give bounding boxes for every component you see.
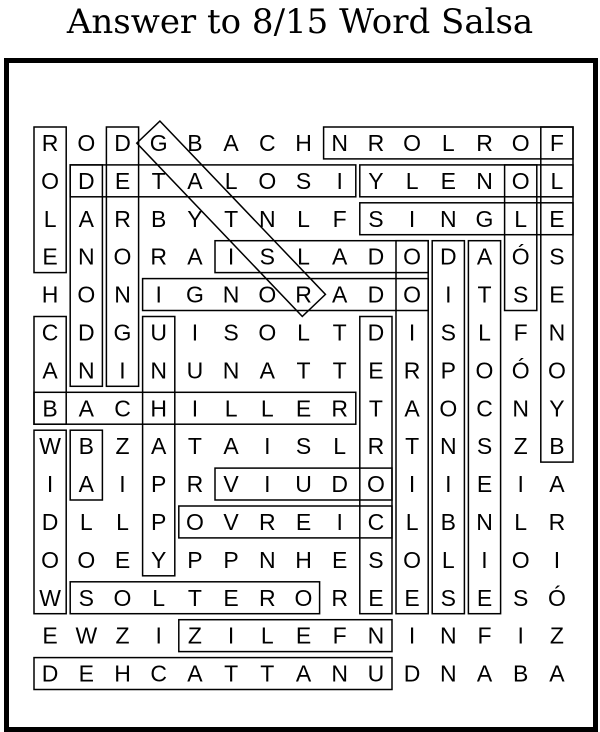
grid-letter: P (151, 471, 167, 498)
grid-letter: L (152, 584, 166, 611)
grid-letter: D (77, 167, 95, 194)
grid-letter: I (264, 471, 271, 498)
grid-letter: B (549, 433, 565, 460)
grid-letter: I (481, 546, 488, 573)
grid-letter: A (78, 471, 94, 498)
grid-letter: R (114, 205, 131, 232)
grid-letter: I (517, 622, 524, 649)
grid-letter: I (227, 243, 235, 270)
grid-letter: A (78, 395, 94, 422)
grid-letter: U (186, 357, 204, 384)
grid-letter: Y (187, 205, 203, 232)
grid-letter: I (119, 357, 126, 384)
grid-letter: U (150, 319, 168, 346)
grid-letter: R (331, 584, 349, 611)
grid-letter: P (223, 546, 239, 573)
grid-letter: I (227, 622, 235, 649)
grid-letter: U (367, 660, 385, 687)
grid-letter: L (224, 395, 238, 422)
grid-letter: D (41, 508, 59, 535)
grid-letter: D (439, 243, 457, 270)
grid-letter: S (259, 243, 275, 270)
grid-letter: O (113, 243, 132, 270)
grid-letter: D (41, 660, 59, 687)
grid-letter: L (514, 205, 528, 232)
grid-letter: B (187, 129, 203, 156)
grid-letter: T (332, 319, 347, 346)
grid-letter: N (114, 281, 131, 308)
word-highlight-danno (70, 165, 102, 386)
grid-letter: S (295, 167, 312, 194)
grid-letter: D (367, 319, 385, 346)
grid-letter: B (42, 395, 58, 422)
grid-letter: A (78, 205, 94, 232)
grid-letter: P (440, 357, 456, 384)
grid-letter: H (295, 129, 312, 156)
grid-letter: L (297, 319, 310, 346)
grid-letter: W (39, 433, 61, 460)
grid-letter: I (336, 508, 343, 535)
grid-letter: S (513, 584, 529, 611)
grid-letter: T (368, 395, 383, 422)
grid-letter: D (114, 129, 131, 156)
grid-letter: G (475, 205, 494, 232)
grid-letter: S (368, 546, 384, 573)
grid-letter: E (78, 660, 94, 687)
grid-letter: O (113, 584, 132, 611)
grid-letter: O (258, 319, 277, 346)
grid-letter: T (405, 433, 420, 460)
grid-letter: N (222, 281, 240, 308)
grid-letter: O (77, 546, 96, 573)
grid-letter: T (477, 281, 492, 308)
grid-letter: N (439, 205, 457, 232)
grid-letter: R (367, 129, 385, 156)
grid-letter: I (155, 281, 162, 308)
grid-letter: B (440, 508, 456, 535)
grid-letter: A (295, 660, 312, 687)
grid-letter: P (151, 508, 167, 535)
grid-letter: R (331, 395, 349, 422)
grid-letter: R (258, 584, 276, 611)
grid-letter: O (77, 129, 96, 156)
grid-letter: S (368, 205, 384, 232)
grid-letter: T (260, 660, 275, 687)
grid-letter: R (295, 281, 312, 308)
grid-letter: L (514, 508, 528, 535)
grid-letter: L (116, 508, 129, 535)
grid-letter: O (403, 281, 422, 308)
grid-letter: L (405, 508, 419, 535)
grid-letter: V (223, 471, 239, 498)
grid-letter: I (445, 471, 452, 498)
grid-letter: I (191, 395, 199, 422)
grid-letter: L (550, 167, 564, 194)
grid-letter: O (511, 129, 530, 156)
grid-letter: D (367, 281, 385, 308)
grid-letter: I (119, 471, 126, 498)
grid-letter: Z (115, 433, 130, 460)
grid-letter: E (549, 205, 565, 232)
grid-letter: T (187, 584, 202, 611)
grid-letter: O (294, 584, 313, 611)
grid-letter: F (513, 319, 528, 346)
grid-letter: C (150, 660, 168, 687)
grid-letter: N (476, 508, 493, 535)
grid-letter: O (403, 129, 422, 156)
grid-letter: L (441, 546, 455, 573)
grid-letter: T (224, 660, 239, 687)
grid-letter: V (223, 508, 239, 535)
grid-letter: L (260, 622, 274, 649)
grid-letter: T (187, 433, 202, 460)
grid-letter: O (403, 243, 422, 270)
word-highlight-zilefn (179, 620, 392, 652)
grid-letter: A (332, 243, 348, 270)
grid-letter: T (224, 205, 239, 232)
grid-letter: L (260, 395, 274, 422)
grid-letter: C (41, 319, 59, 346)
grid-letter: L (43, 205, 57, 232)
grid-letter: N (439, 433, 457, 460)
grid-letter: L (441, 129, 455, 156)
grid-letter: E (42, 243, 58, 270)
grid-letter: S (440, 584, 456, 611)
grid-letter: O (547, 357, 566, 384)
grid-letter: L (224, 167, 238, 194)
grid-letter: E (476, 471, 493, 498)
grid-letter: A (549, 660, 565, 687)
grid-letter: N (548, 319, 566, 346)
grid-letter: Ó (511, 243, 530, 270)
grid-letter: S (78, 584, 94, 611)
grid-letter: A (332, 281, 348, 308)
grid-letter: N (512, 395, 530, 422)
grid-letter: L (333, 433, 347, 460)
grid-letter: E (549, 281, 565, 308)
grid-letter: C (258, 129, 276, 156)
grid-letter: R (258, 508, 276, 535)
grid-letter: A (187, 167, 203, 194)
grid-letter: Z (115, 622, 130, 649)
grid-letter: F (332, 622, 347, 649)
grid-letter: E (114, 167, 131, 194)
grid-letter: N (77, 243, 95, 270)
grid-letter: N (331, 660, 349, 687)
grid-letter: A (549, 471, 565, 498)
grid-letter: U (295, 471, 312, 498)
grid-letter: N (331, 129, 349, 156)
grid-letter: O (41, 546, 60, 573)
grid-letter: O (403, 546, 422, 573)
grid-letter: H (114, 660, 131, 687)
grid-letter: I (408, 205, 416, 232)
grid-letter: T (296, 357, 311, 384)
grid-letter: E (42, 622, 58, 649)
grid-letter: C (476, 395, 493, 422)
grid-letter: L (405, 167, 419, 194)
grid-letter: N (476, 167, 493, 194)
grid-letter: R (41, 129, 59, 156)
puzzle-title: Answer to 8/15 Word Salsa (66, 2, 534, 42)
grid-letter: I (191, 319, 199, 346)
grid-letter: C (367, 508, 385, 535)
grid-letter: E (368, 584, 384, 611)
grid-letter: A (151, 433, 167, 460)
grid-letter: R (476, 129, 493, 156)
grid-letter: P (187, 546, 203, 573)
grid-letter: A (223, 433, 239, 460)
grid-letter: I (46, 471, 54, 498)
grid-letter: R (367, 433, 385, 460)
grid-letter: E (295, 395, 312, 422)
grid-letter: N (222, 357, 240, 384)
grid-letter: E (223, 584, 239, 611)
grid-letter: S (223, 319, 239, 346)
grid-letter: R (403, 357, 421, 384)
grid-letter: G (149, 129, 168, 156)
grid-letter: L (79, 508, 93, 535)
grid-letter: L (478, 319, 491, 346)
grid-letter: R (548, 508, 566, 535)
grid-letter: Ó (511, 357, 530, 384)
grid-letter: A (404, 395, 420, 422)
grid-letter: R (150, 243, 168, 270)
grid-letter: N (258, 546, 276, 573)
grid-letter: O (185, 508, 204, 535)
grid-letter: A (187, 243, 203, 270)
grid-letter: T (151, 167, 166, 194)
grid-letter: H (150, 395, 168, 422)
grid-letter: E (295, 508, 312, 535)
grid-letter: D (331, 471, 349, 498)
grid-letter: R (186, 471, 204, 498)
grid-letter: A (259, 357, 275, 384)
grid-letter: T (332, 357, 347, 384)
grid-letter: A (223, 129, 239, 156)
grid-letter: I (445, 281, 452, 308)
grid-letter: A (476, 243, 493, 270)
grid-letter: S (513, 281, 529, 308)
grid-letter: E (476, 584, 493, 611)
grid-letter: Y (549, 395, 565, 422)
grid-letter: C (114, 395, 131, 422)
grid-letter: O (77, 281, 96, 308)
grid-letter: F (332, 205, 347, 232)
grid-letter: Z (187, 622, 202, 649)
grid-letter: B (151, 205, 167, 232)
grid-letter: W (39, 584, 61, 611)
grid-letter: O (511, 546, 530, 573)
grid-letter: O (258, 281, 277, 308)
grid-letter: N (150, 357, 168, 384)
grid-letter: Z (549, 622, 564, 649)
grid-letter: N (77, 357, 95, 384)
grid-letter: B (513, 660, 529, 687)
grid-letter: N (439, 622, 457, 649)
grid-letter: I (408, 319, 416, 346)
grid-letter: D (403, 660, 421, 687)
grid-letter: D (77, 319, 95, 346)
grid-letter: N (439, 660, 457, 687)
grid-letter: E (295, 622, 312, 649)
grid-letter: G (185, 281, 204, 308)
grid-letter: E (114, 546, 131, 573)
grid-letter: O (475, 357, 494, 384)
grid-letter: A (187, 660, 203, 687)
word-highlight-etalosi (70, 165, 356, 197)
grid-letter: O (366, 471, 385, 498)
grid-letter: I (408, 471, 416, 498)
grid-letter: N (367, 622, 385, 649)
grid-letter: Y (151, 546, 167, 573)
grid-letter: S (549, 243, 565, 270)
grid-letter: A (476, 660, 493, 687)
grid-letter: E (332, 546, 348, 573)
grid-letter: O (511, 167, 530, 194)
grid-letter: O (439, 395, 458, 422)
grid-letter: S (476, 433, 493, 460)
grid-letter: L (297, 243, 310, 270)
grid-letter: G (113, 319, 132, 346)
grid-letter: H (295, 546, 312, 573)
grid-letter: I (553, 546, 561, 573)
grid-letter: Z (513, 433, 528, 460)
grid-letter: F (549, 129, 564, 156)
grid-letter: E (440, 167, 456, 194)
grid-letter: O (41, 167, 60, 194)
grid-letter: B (78, 433, 94, 460)
grid-letter: I (264, 433, 271, 460)
grid-letter: H (41, 281, 59, 308)
grid-letter: Y (368, 167, 384, 194)
grid-letter: O (258, 167, 277, 194)
grid-letter: I (408, 622, 416, 649)
grid-letter: S (295, 433, 312, 460)
grid-letter: F (477, 622, 492, 649)
grid-letter: D (367, 243, 385, 270)
grid-letter: Ó (547, 584, 566, 611)
grid-letter: I (155, 622, 162, 649)
grid-letter: I (336, 167, 343, 194)
grid-letter: S (440, 319, 456, 346)
grid-letter: E (368, 357, 384, 384)
grid-letter: L (297, 205, 310, 232)
grid-letter: A (42, 357, 58, 384)
grid-letter: W (75, 622, 98, 649)
grid-letter: E (404, 584, 420, 611)
grid-letter: I (517, 471, 524, 498)
grid-letter: N (258, 205, 276, 232)
